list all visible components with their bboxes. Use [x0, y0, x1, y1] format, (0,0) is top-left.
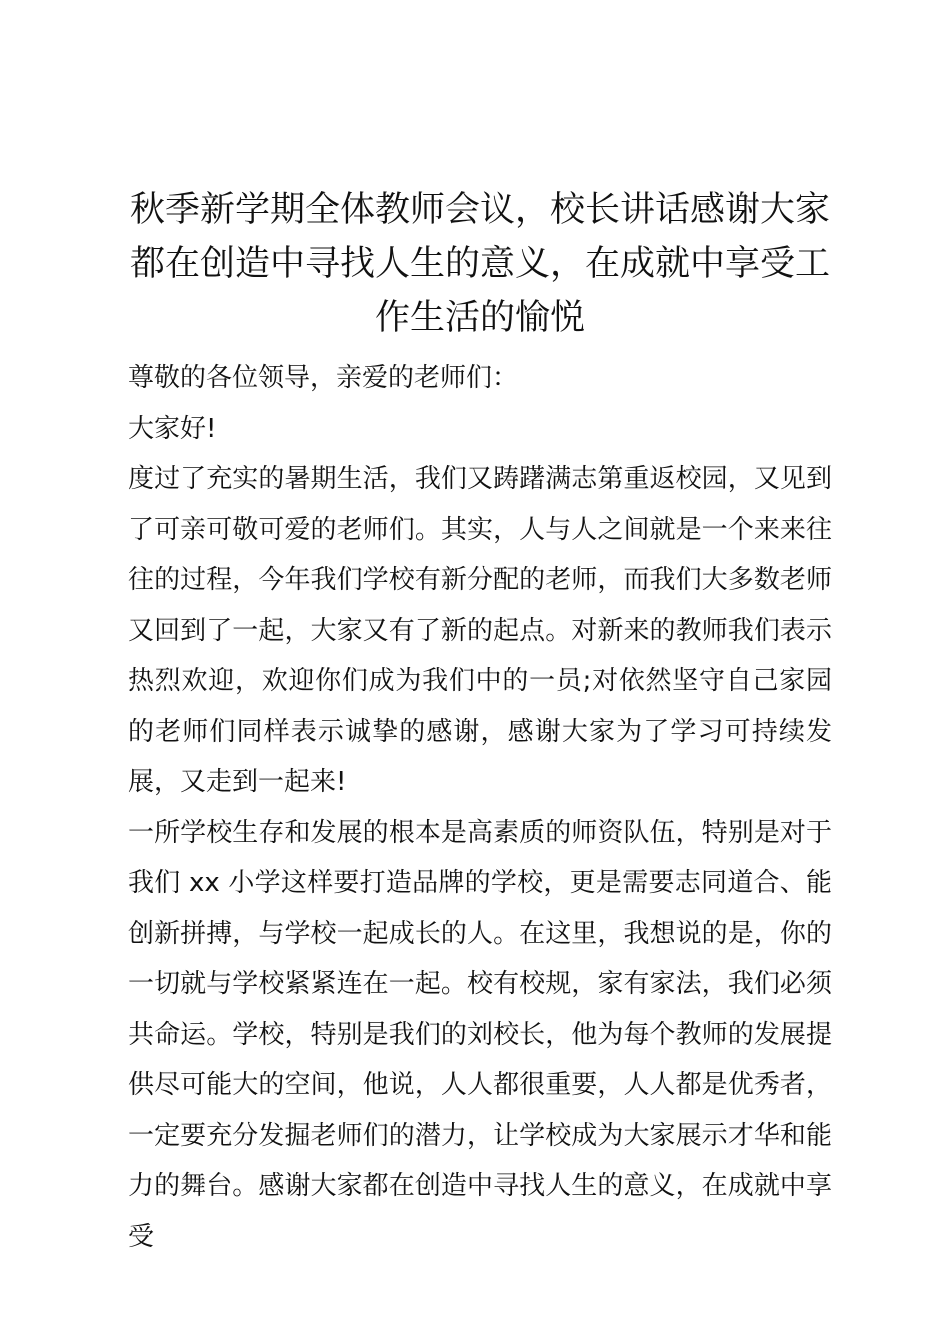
body-paragraph: 度过了充实的暑期生活，我们又踌躇满志第重返校园，又见到了可亲可敬可爱的老师们。其实，人与人之间就是一个来来往往的过程，今年我们学校有新分配的老师，而我们大多数老师又回到了一起，大家又有了新的起点。对新来的教师我们表示热烈欢迎，欢迎你们成为我们中的一员;对依然坚守自己家园的老师们同样表示诚挚的感谢，感谢大家为了学习可持续发展，又走到一起来! [128, 464, 832, 797]
salutation-paragraph: 尊敬的各位领导，亲爱的老师们： [128, 363, 519, 393]
document-page [128, 183, 832, 1262]
body-paragraph: 一所学校生存和发展的根本是高素质的师资队伍，特别是对于我们 xx 小学这样要打造品牌的学校，更是需要志同道合、能创新拼搏，与学校一起成长的人。在这里，我想说的是，你的一切就与学校紧紧连在一起。校有校规，家有家法，我们必须共命运。学校，特别是我们的刘校长，他为每个教师的发展提供尽可能大的空间，他说，人人都很重要，人人都是优秀者，一定要充分发掘老师们的潜力，让学校成为大家展示才华和能力的舞台。感谢大家都在创造中寻找人生的意义，在成就中享受 [128, 817, 832, 1252]
document-title: 秋季新学期全体教师会议，校长讲话感谢大家都在创造中寻找人生的意义，在成就中享受工作生活的愉悦 [129, 190, 830, 338]
greeting-paragraph: 大家好! [128, 413, 217, 444]
